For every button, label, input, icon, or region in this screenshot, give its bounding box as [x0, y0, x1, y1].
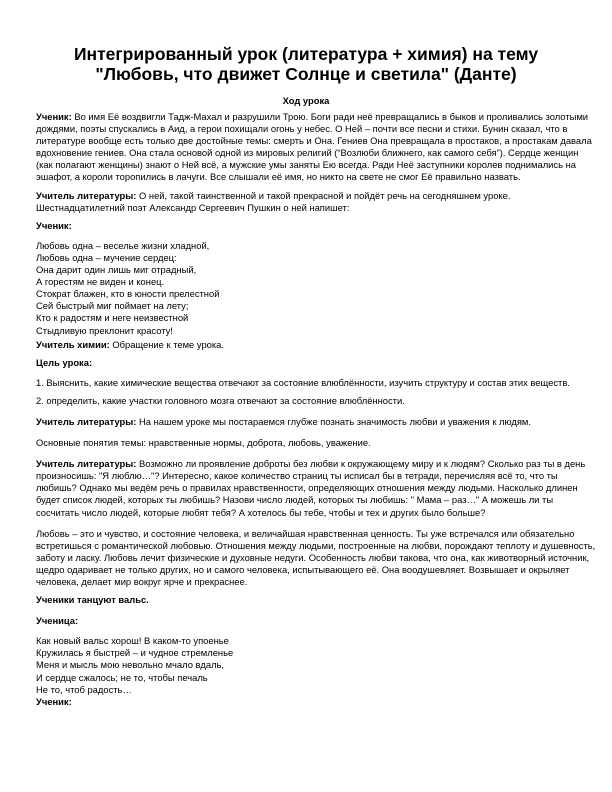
speaker-label: Ученик: — [36, 219, 72, 231]
paragraph-student-2 — [36, 220, 596, 232]
paragraph-key-concepts: Основные понятия темы: нравственные нормы, доброта, любовь, уважение. — [36, 437, 371, 449]
poem-line: Любовь одна – веселье жизни хладной, — [36, 239, 210, 251]
paragraph-lit-teacher-3 — [36, 458, 596, 518]
speaker-label: Учитель литературы: — [36, 458, 137, 470]
paragraph-student-intro — [36, 111, 596, 184]
poem-line: Не то, чтоб радость… — [36, 683, 132, 695]
poem-line: Меня и мысль мою невольно мчало вдаль, — [36, 659, 225, 671]
speaker-label: Ученик: — [36, 695, 72, 707]
paragraph-text: Возможно ли проявление доброты без любви к окружающему миру и к людям? Сколько раз ты в день произносишь: "Я люблю…"? Интересно, какое количество страниц ты исписал бы в тетради, перечисляя всё то, что ты любишь? Однако мы ведём речь о правилах нравственности, определяющих отношения между людьми. Насколько длинен будет список людей, которых ты любишь? Назови число людей, которых ты любишь: " Мама – раз…" А можешь ли ты сосчитать число людей, которые любят тебя? А хотелось бы тебе, чтобы и тех и других было больше? — [36, 458, 586, 518]
speaker-label: Учитель химии: — [36, 338, 110, 350]
poem-line: А горестям не виден и конец. — [36, 276, 165, 288]
paragraph-waltz — [36, 594, 596, 606]
speaker-label: Ученица: — [36, 615, 79, 627]
poem-line: Стократ блажен, кто в юности прелестной — [36, 288, 220, 300]
poem-pushkin — [36, 240, 596, 337]
paragraph-lesson-goal — [36, 357, 596, 369]
goal-item-1: 1. Выяснить, какие химические вещества отвечают за состояние влюблённости, изучить структуру и состав этих веществ. — [36, 376, 570, 388]
paragraph-student-girl — [36, 615, 596, 627]
poem-line: Кружилась я быстрей – и чудное стремленье — [36, 647, 234, 659]
poem-line: Она дарит один лишь миг отрадный, — [36, 264, 197, 276]
speaker-label: Цель урока: — [36, 356, 93, 368]
title-line-1: Интегрированный урок (литература + химия) на тему — [73, 44, 539, 64]
stage-direction: Ученики танцуют вальс. — [36, 594, 149, 606]
poem-line: И сердце сжалось; не то, чтобы печаль — [36, 671, 208, 683]
speaker-label: Ученик: — [36, 111, 72, 122]
speaker-label: Учитель литературы: — [36, 189, 137, 201]
poem-line: Кто к радостям и неге неизвестной — [36, 312, 189, 324]
paragraph-text: На нашем уроке мы постараемся глубже познать значимость любви и уважения к людям. — [136, 415, 531, 427]
paragraph-student-3 — [36, 696, 596, 708]
goal-item-2: 2. определить, какие участки головного мозга отвечают за состояние влюблённости. — [36, 394, 405, 406]
poem-line: Стыдливую преклонит красоту! — [36, 324, 173, 336]
poem-waltz — [36, 635, 596, 695]
document-body — [36, 111, 596, 714]
poem-line: Как новый вальс хорош! В каком-то упоенье — [36, 635, 229, 647]
speaker-label: Учитель литературы: — [36, 415, 137, 427]
poem-line: Любовь одна – мучение сердец: — [36, 251, 177, 263]
title-line-2: "Любовь, что движет Солнце и светила" (Данте) — [95, 64, 517, 84]
paragraph-love-definition: Любовь – это и чувство, и состояние человека, и величайшая нравственная ценность. Ты уже встречался или обязательно встретишься с романтической любовью. Отношения между людьми, построенные на любви, порождают теплоту и душевность, заботу и ласку. Любовь лечит физические и духовные недуги. Особенность любви такова, что она, как животворный источник, щедро одаривает не только других, но и самого человека, испытывающего её. Она воодушевляет. Возвышает и окрыляет человека, делает мир вокруг ярче и прекраснее. — [36, 527, 596, 587]
paragraph-lit-teacher-2 — [36, 416, 596, 428]
paragraph-lit-teacher-1 — [36, 190, 596, 214]
poem-line: Сей быстрый миг поймает на лету; — [36, 300, 189, 312]
paragraph-chem-teacher — [36, 339, 596, 351]
paragraph-text: Во имя Её воздвигли Тадж-Махал и разрушили Трою. Боги ради неё превращались в быков и проливались золотыми дождями, поэты спускались в Аид, а герои похищали огонь у небес. О Ней – почти все песни и стихи. Бунин сказал, что в литературе вообще есть только две достойные темы: смерть и Она. Гениев Она превращала в простаков, а простакам давала вдохновение гениев. Она стала основой одной из мировых религий (“Возлюби ближнего, как самого себя”). Сердце женщин (как полагают женщины) знают о Ней всё, а мужские умы заняты Ею всегда. Ради Неё заступники королев поднимались на эшафот, а короли торопились в лачуги. Все слышали её имя, но никто на свете не смог Её правильно назвать. — [36, 111, 592, 183]
paragraph-text: Обращение к теме урока. — [109, 338, 224, 350]
paragraph-text: О ней, такой таинственной и такой прекрасной и пойдёт речь на сегодняшнем уроке. Шестнадцатилетний поэт Александр Сергеевич Пушкин о ней напишет: — [36, 189, 511, 213]
document-title — [30, 44, 582, 84]
section-heading: Ход урока — [282, 95, 330, 106]
